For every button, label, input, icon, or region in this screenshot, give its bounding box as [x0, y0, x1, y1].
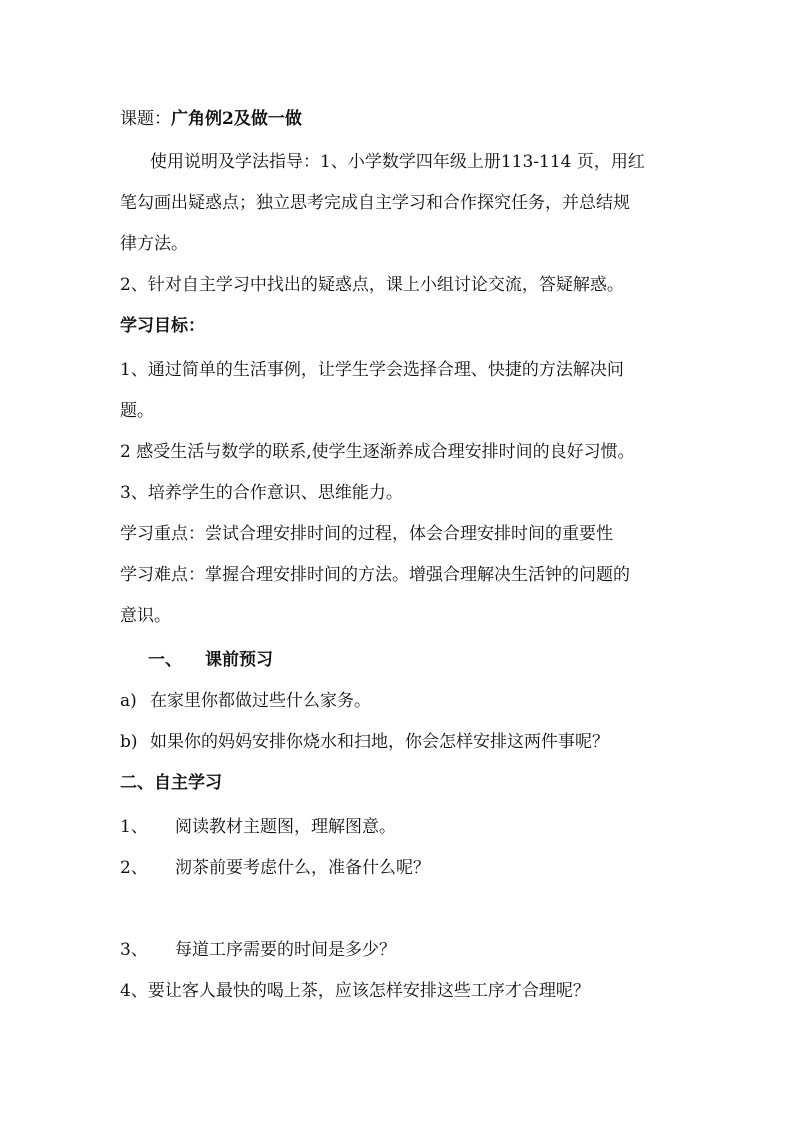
instruction-2: 2、针对自主学习中找出的疑惑点，课上小组讨论交流，答疑解惑。 — [120, 275, 624, 295]
difficulty-line-2: 意识。 — [120, 606, 171, 626]
list-item — [120, 682, 371, 720]
objective-1-line-2: 题。 — [120, 401, 154, 421]
section-1-number: 一、 — [148, 650, 182, 670]
item-marker: a) — [120, 691, 137, 711]
instructions-line-2: 笔勾画出疑惑点；独立思考完成自主学习和合作探究任务，并总结规 — [120, 193, 630, 213]
instructions-line-1: 使用说明及学法指导：1、小学数学四年级上册113-114 页，用红 — [150, 152, 645, 172]
list-item — [120, 849, 430, 887]
objective-1-line-1: 1、通过简单的生活事例，让学生学会选择合理、快捷的方法解决问 — [120, 360, 624, 380]
list-item — [120, 723, 609, 761]
section-2-heading: 二、自主学习 — [120, 773, 222, 793]
objectives-heading: 学习目标： — [120, 316, 205, 336]
item-text: 阅读教材主题图，理解图意。 — [175, 817, 396, 837]
difficulty-line-1: 学习难点：掌握合理安排时间的方法。增强合理解决生活钟的问题的 — [120, 565, 630, 585]
item-marker: 2、 — [120, 858, 148, 878]
title-text: 广角例2及做一做 — [171, 109, 302, 129]
item-marker: 3、 — [120, 940, 148, 960]
objective-2: 2 感受生活与数学的联系,使学生逐渐养成合理安排时间的良好习惯。 — [120, 442, 635, 462]
key-point: 学习重点：尝试合理安排时间的过程，体会合理安排时间的重要性 — [120, 524, 613, 544]
item-text: 每道工序需要的时间是多少？ — [175, 940, 396, 960]
list-item-4: 4、要让客人最快的喝上茶，应该怎样安排这些工序才合理呢？ — [120, 981, 590, 1001]
title-label: 课题： — [120, 109, 171, 129]
lesson-title — [120, 100, 302, 138]
item-text: 如果你的妈妈安排你烧水和扫地，你会怎样安排这两件事呢？ — [150, 732, 609, 752]
item-marker: 1、 — [120, 817, 148, 837]
list-item — [120, 808, 396, 846]
section-1-heading: 课前预习 — [205, 650, 273, 670]
item-text: 在家里你都做过些什么家务。 — [150, 691, 371, 711]
item-text: 沏茶前要考虑什么，准备什么呢？ — [175, 858, 430, 878]
item-marker: b) — [120, 732, 138, 752]
list-item — [120, 931, 396, 969]
instructions-line-3: 律方法。 — [120, 234, 188, 254]
objective-3: 3、培养学生的合作意识、思维能力。 — [120, 483, 403, 503]
